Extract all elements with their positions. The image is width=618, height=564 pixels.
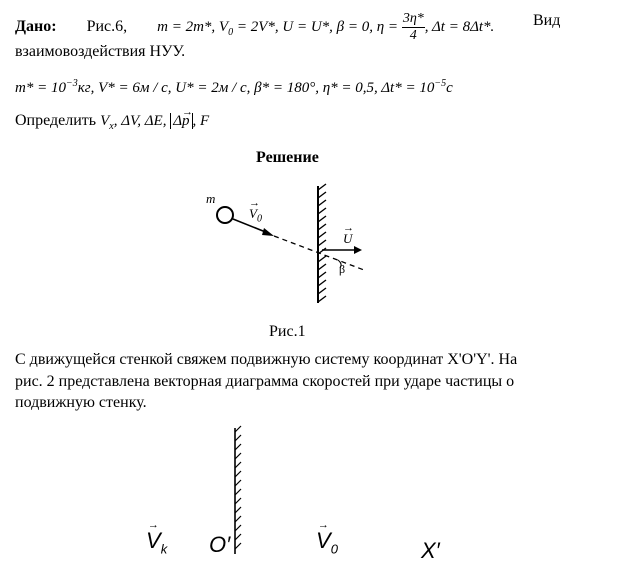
fig2-v0-label: → $V_0$ (316, 528, 338, 556)
paragraph-line-2: рис. 2 представлена векторная диаграмма скоростей при ударе частицы о (15, 373, 515, 390)
vk-label: → $V_k$ (146, 528, 167, 556)
type-prefix: Вид (533, 12, 561, 29)
beta-label: β (339, 262, 346, 276)
paragraph-line-3: подвижную стенку. (15, 394, 147, 411)
solution-title: Решение (256, 149, 319, 166)
given-formula: m = 2m*, $V_0 = 2V*$, U = U*, β = 0, η = $\frac{3\eta*}{4}$ , Δt = 8Δt*. (157, 11, 495, 43)
wall-velocity-arrowhead (354, 246, 362, 254)
mass-label: m (206, 191, 216, 206)
determine-quantities: $V_x$, ΔV, ΔE, Δ→ p , F (100, 113, 209, 129)
given-label: Дано: (15, 17, 57, 35)
figure-1-caption: Рис.1 (269, 323, 306, 340)
paragraph-line-1: С движущейся стенкой свяжем подвижную систему координат X'O'Y'. На (15, 351, 518, 368)
eta-fraction: $\frac{3\eta*}{4}$ (402, 11, 424, 43)
wall-hatching (318, 184, 326, 302)
interaction-type: взаимовоздействия НУУ. (15, 43, 186, 60)
particle-circle (217, 207, 233, 223)
determine-label: Определить (15, 112, 97, 129)
unit-values: $m* = 10^{-3}кг$, V* = 6м / с, U* = 2м / с, β* = 180°, η* = 0,5, $\Delta t* = 10^{-5}с$ (15, 78, 453, 96)
origin-label: O′ (209, 532, 231, 557)
u-label: → U (343, 231, 352, 247)
x-axis-label: X′ (421, 538, 440, 563)
velocity-arrowhead (262, 228, 274, 236)
figure-reference: Рис.6, (86, 17, 128, 35)
momentum-change-abs: Δ→ p (170, 113, 192, 129)
figure2-wall-hatching (235, 426, 241, 549)
v0-label: → $V_0$ (249, 206, 262, 225)
